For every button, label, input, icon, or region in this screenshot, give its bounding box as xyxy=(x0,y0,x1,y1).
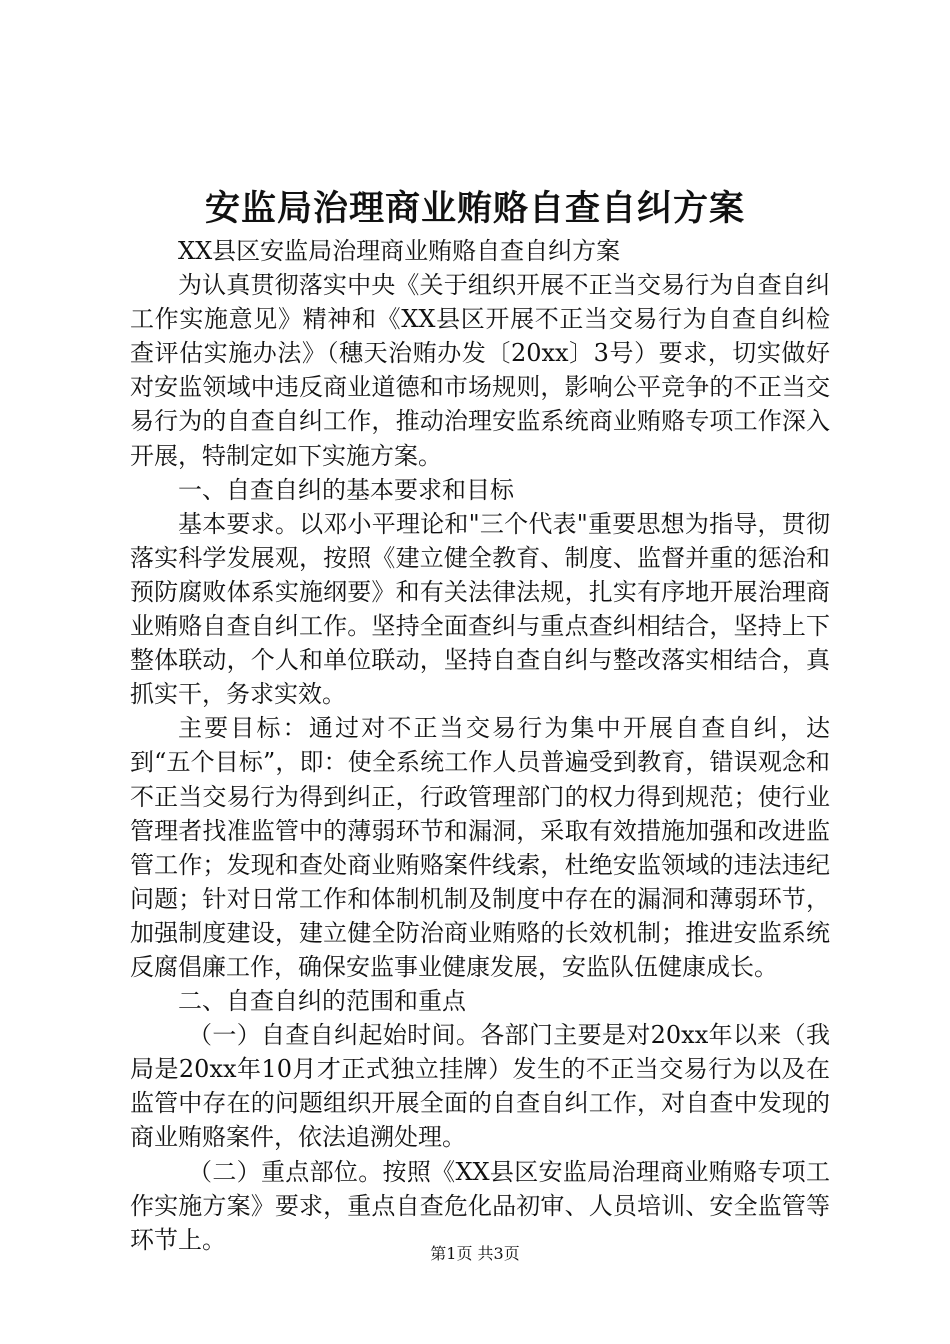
document-title: 安监局治理商业贿赂自查自纠方案 xyxy=(204,188,745,229)
paragraph-subtitle: XX县区安监局治理商业贿赂自查自纠方案 xyxy=(178,237,621,265)
paragraph-intro: 为认真贯彻落实中央《关于组织开展不正当交易行为自查自纠工作实施意见》精神和《XX县区开展不正当交易行为自查自纠检查评估实施办法》（穗天治贿办发〔20xx〕3号）要求，切实做好对安监领域中违反商业道德和市场规则，影响公平竞争的不正当交易行为的自查自纠工作，推动治理安监系统商业贿赂专项工作深入开展，特制定如下实施方案。 xyxy=(130,271,830,470)
paragraph-main-goals: 主要目标：通过对不正当交易行为集中开展自查自纠，达到“五个目标”，即：使全系统工作人员普遍受到教育，错误观念和不正当交易行为得到纠正，行政管理部门的权力得到规范；使行业管理者找准监管中的薄弱环节和漏洞，采取有效措施加强和改进监管工作；发现和查处商业贿赂案件线索，杜绝安监领域的违法违纪问题；针对日常工作和体制机制及制度中存在的漏洞和薄弱环节，加强制度建设，建立健全防治商业贿赂的长效机制；推进安监系统反腐倡廉工作，确保安监事业健康发展，安监队伍健康成长。 xyxy=(130,714,830,981)
page-number: 第1页 共3页 xyxy=(430,1244,520,1263)
paragraph-key-areas: （二）重点部位。按照《XX县区安监局治理商业贿赂专项工作实施方案》要求，重点自查危化品初审、人员培训、安全监管等环节上。 xyxy=(130,1157,830,1254)
paragraph-basic-requirements: 基本要求。以邓小平理论和"三个代表"重要思想为指导，贯彻落实科学发展观，按照《建立健全教育、制度、监督并重的惩治和预防腐败体系实施纲要》和有关法律法规，扎实有序地开展治理商业贿赂自查自纠工作。坚持全面查纠与重点查纠相结合，坚持上下整体联动，个人和单位联动，坚持自查自纠与整改落实相结合，真抓实干，务求实效。 xyxy=(130,509,830,709)
paragraph-start-time: （一）自查自纠起始时间。各部门主要是对20xx年以来（我局是20xx年10月才正式独立挂牌）发生的不正当交易行为以及在监管中存在的问题组织开展全面的自查自纠工作，对自查中发现的商业贿赂案件，依法追溯处理。 xyxy=(130,1021,830,1152)
section-heading-1: 一、自查自纠的基本要求和目标 xyxy=(178,475,514,504)
document-body xyxy=(130,234,830,1257)
section-heading-2: 二、自查自纠的范围和重点 xyxy=(178,987,466,1016)
